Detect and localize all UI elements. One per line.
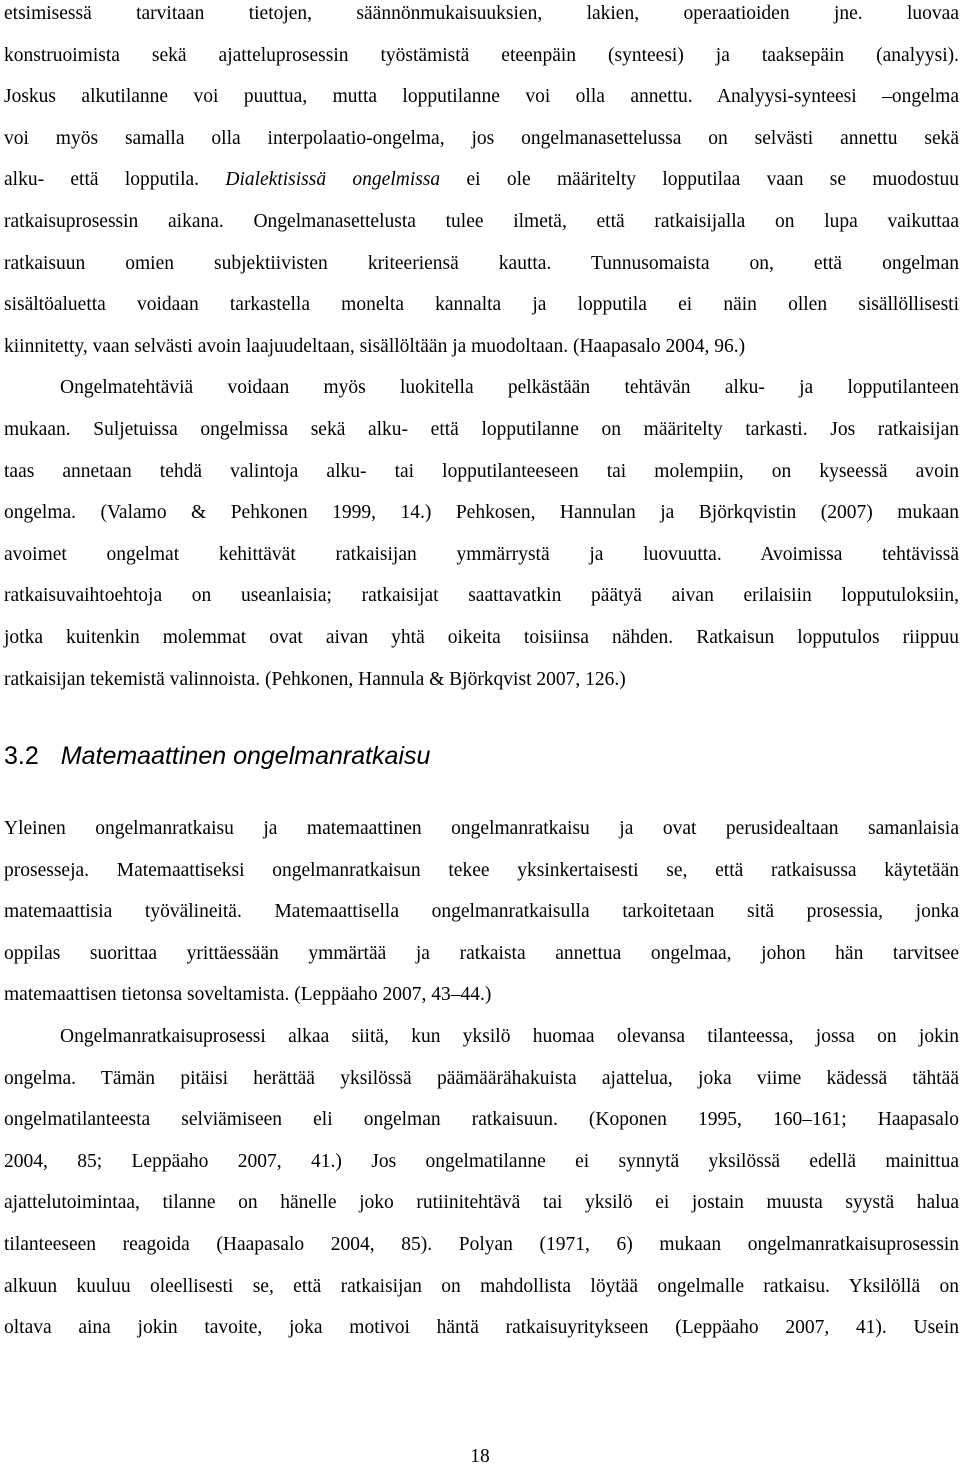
italic-term: Dialektisissä ongelmissa	[225, 169, 441, 191]
text-line: ongelmatilanteesta selviämiseen eli ongelman ratkaisuun. (Koponen 1995, 160–161; Haapasalo	[4, 1109, 959, 1131]
text-line: alku- että lopputila. Dialektisissä ongelmissa ei ole määritelty lopputilaa vaan se muodostuu	[4, 169, 960, 191]
text-line: ongelma. (Valamo & Pehkonen 1999, 14.) Pehkosen, Hannulan ja Björkqvistin (2007) mukaan	[4, 502, 959, 524]
text-line: konstruoimista sekä ajatteluprosessin työstämistä eteenpäin (synteesi) ja taaksepäin (analyysi).	[4, 44, 959, 66]
text-line: prosesseja. Matemaattiseksi ongelmanratkaisun tekee yksinkertaisesti se, että ratkaisussa käytetään	[4, 859, 959, 881]
text-line: 2004, 85; Leppäaho 2007, 41.) Jos ongelmatilanne ei synnytä yksilössä edellä mainittua	[4, 1150, 959, 1172]
section-title: Matemaattinen ongelmanratkaisu	[60, 742, 431, 770]
text-line: Ongelmanratkaisuprosessi alkaa siitä, kun yksilö huomaa olevansa tilanteessa, jossa on jokin	[60, 1025, 959, 1047]
text-line: ajattelutoimintaa, tilanne on hänelle joko rutiinitehtävä tai yksilö ei jostain muusta syystä halua	[4, 1192, 959, 1214]
text-line: tilanteeseen reagoida (Haapasalo 2004, 85). Polyan (1971, 6) mukaan ongelmanratkaisuprosessin	[4, 1233, 959, 1255]
text-line: Joskus alkutilanne voi puuttua, mutta lopputilanne voi olla annettu. Analyysi-synteesi –ongelma	[4, 86, 959, 108]
text-line: ratkaisijan tekemistä valinnoista. (Pehkonen, Hannula & Björkqvist 2007, 126.)	[4, 668, 626, 690]
text-line: oppilas suorittaa yrittäessään ymmärtää ja ratkaista annettua ongelmaa, johon hän tarvitsee	[4, 942, 959, 964]
text-line: kiinnitetty, vaan selvästi avoin laajuudeltaan, sisällöltään ja muodoltaan. (Haapasalo 2004, 96.)	[4, 335, 746, 357]
text-line: sisältöaluetta voidaan tarkastella monelta kannalta ja lopputila ei näin ollen sisällöllisesti	[4, 294, 959, 316]
section-number: 3.2	[4, 742, 39, 770]
text-line: avoimet ongelmat kehittävät ratkaisijan ymmärrystä ja luovuutta. Avoimissa tehtävissä	[4, 543, 959, 565]
text-line: ratkaisuvaihtoehtoja on useanlaisia; ratkaisijat saattavatkin päätyä aivan erilaisiin lopputuloksiin,	[4, 585, 959, 607]
text-line: ongelma. Tämän pitäisi herättää yksilössä päämäärähakuista ajattelua, joka viime kädessä tähtää	[4, 1067, 959, 1089]
page-number: 18	[470, 1446, 490, 1467]
text-line: ratkaisuun omien subjektiivisten kriteeriensä kautta. Tunnusomaista on, että ongelman	[4, 252, 959, 274]
text-line: ratkaisuprosessin aikana. Ongelmanasettelusta tulee ilmetä, että ratkaisijalla on lupa vaikuttaa	[4, 210, 959, 232]
text-line: matemaattisia työvälineitä. Matemaattisella ongelmanratkaisulla tarkoitetaan sitä prosessia, jonka	[4, 901, 959, 923]
paragraph-math-problem-solving	[4, 808, 959, 1349]
text-line: voi myös samalla olla interpolaatio-ongelma, jos ongelmanasettelussa on selvästi annettu sekä	[4, 127, 959, 149]
section-heading	[4, 742, 430, 771]
text-line: alkuun kuuluu oleellisesti se, että ratkaisijan on mahdollista löytää ongelmalle ratkaisu. Yksilöllä on	[4, 1275, 959, 1297]
text-line: oltava aina jokin tavoite, joka motivoi häntä ratkaisuyritykseen (Leppäaho 2007, 41). Usein	[4, 1317, 959, 1339]
paragraph-problem-types	[4, 0, 959, 700]
text-line: taas annetaan tehdä valintoja alku- tai lopputilanteeseen tai molempiin, on kyseessä avoin	[4, 460, 959, 482]
text-line: Ongelmatehtäviä voidaan myös luokitella pelkästään tehtävän alku- ja lopputilanteen	[60, 377, 959, 399]
text-line: mukaan. Suljetuissa ongelmissa sekä alku- että lopputilanne on määritelty tarkasti. Jos ratkaisijan	[4, 418, 959, 440]
text-line: matemaattisen tietonsa soveltamista. (Leppäaho 2007, 43–44.)	[4, 984, 492, 1006]
text-line: etsimisessä tarvitaan tietojen, säännönmukaisuuksien, lakien, operaatioiden jne. luovaa	[4, 3, 959, 24]
text-line: jotka kuitenkin molemmat ovat aivan yhtä oikeita toisiinsa nähden. Ratkaisun lopputulos riippuu	[4, 626, 959, 648]
text-line: Yleinen ongelmanratkaisu ja matemaattinen ongelmanratkaisu ja ovat perusidealtaan samanlaisia	[4, 818, 959, 839]
